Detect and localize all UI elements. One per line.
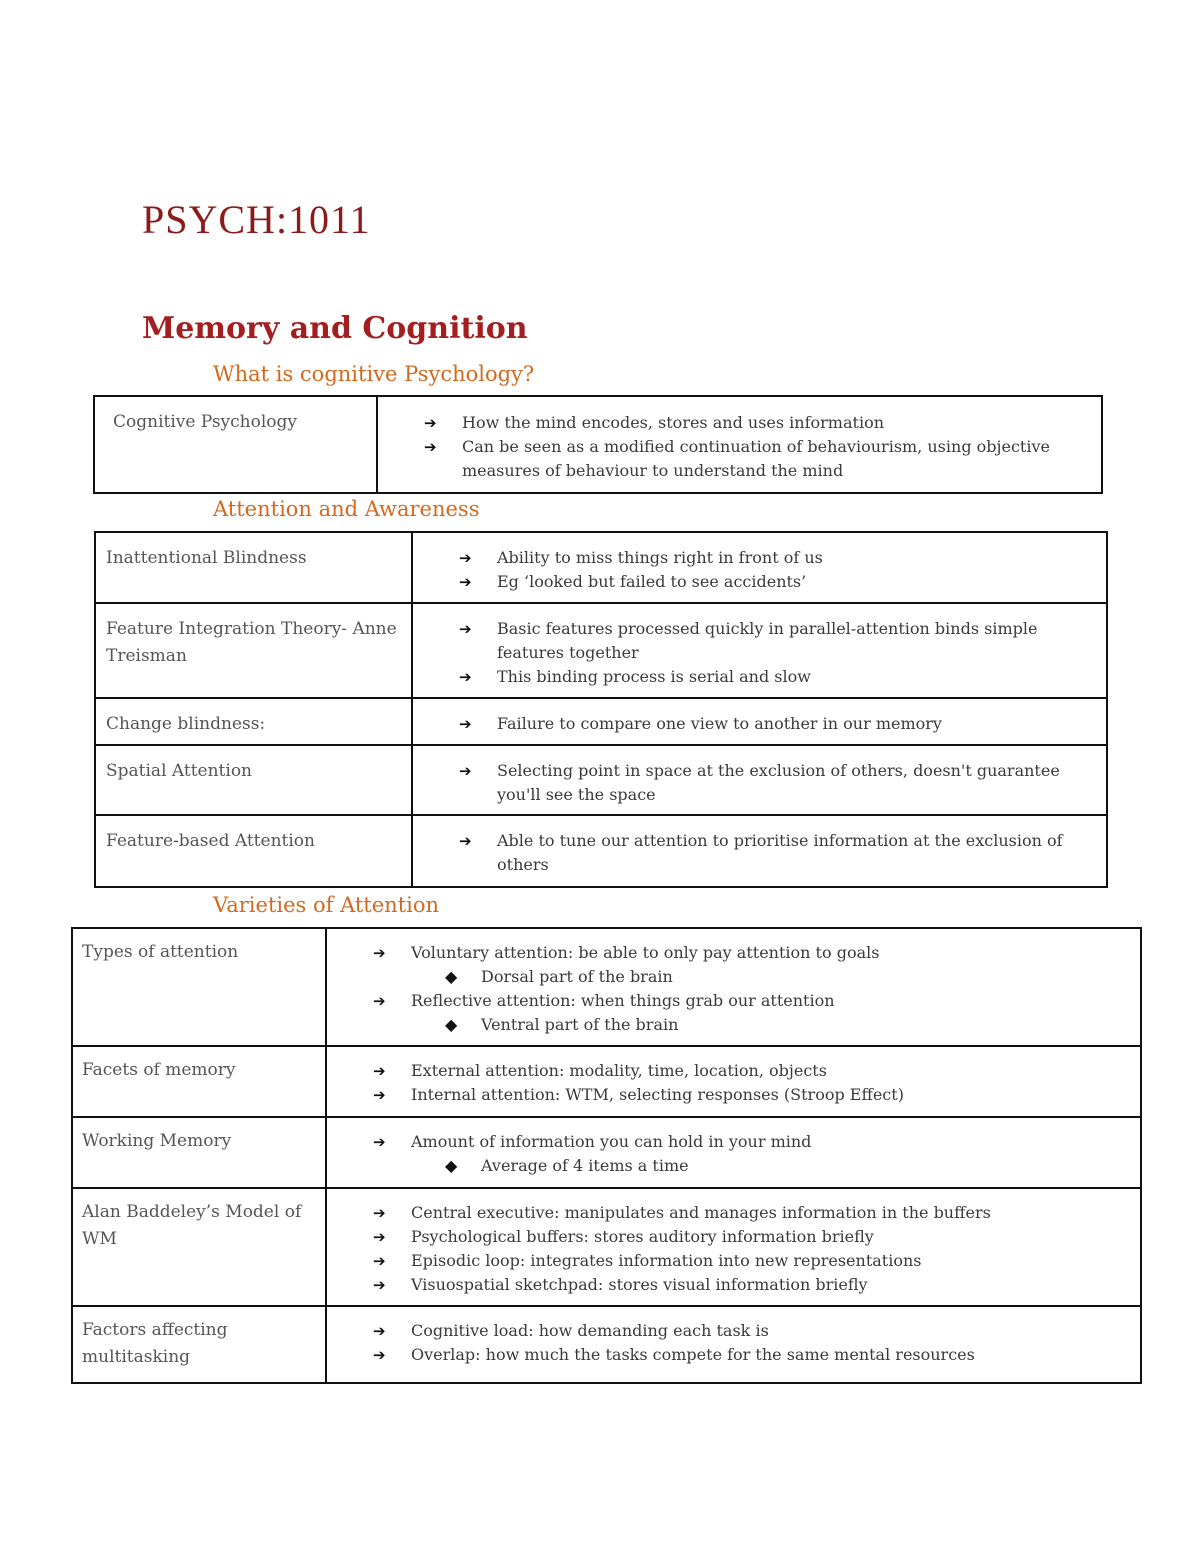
bullet-text: Able to tune our attention to prioritise information at the exclusion of others [497, 831, 1063, 874]
bullet-text: Selecting point in space at the exclusion of others, doesn't guarantee you'll see the space [497, 761, 1060, 804]
bullet-text: Central executive: manipulates and manages information in the buffers [411, 1203, 991, 1222]
sub-bullet-list [411, 1013, 1130, 1037]
points-cell [326, 1306, 1141, 1383]
arrow-bullet-item [373, 941, 1130, 989]
term-cell: Facets of memory [72, 1046, 326, 1117]
points-cell [326, 1117, 1141, 1188]
bullet-text: Overlap: how much the tasks compete for the same mental resources [411, 1345, 975, 1364]
arrow-bullet-item [459, 759, 1096, 807]
term-cell: Alan Baddeley’s Model of WM [72, 1188, 326, 1306]
bullet-text: Cognitive load: how demanding each task is [411, 1321, 769, 1340]
bullet-list [373, 1059, 1130, 1107]
arrow-bullet-item [373, 1249, 1130, 1273]
notes-table [93, 395, 1103, 494]
bullet-text: External attention: modality, time, location, objects [411, 1061, 827, 1080]
arrow-bullet-item [373, 1083, 1130, 1107]
term-cell: Cognitive Psychology [94, 396, 377, 493]
table-row [72, 1117, 1141, 1188]
table-row [72, 1306, 1141, 1383]
bullet-text: Eg ‘looked but failed to see accidents’ [497, 572, 807, 591]
page-title: Memory and Cognition [142, 311, 528, 346]
arrow-bullet-item [373, 1225, 1130, 1249]
bullet-list [459, 712, 1096, 736]
arrow-bullet-item [424, 411, 1091, 435]
table-row [72, 928, 1141, 1046]
bullet-list [373, 1201, 1130, 1297]
section-heading: What is cognitive Psychology? [213, 362, 535, 386]
arrow-bullet-item [459, 712, 1096, 736]
bullet-list [373, 1130, 1130, 1178]
points-cell [412, 815, 1107, 887]
bullet-text: Internal attention: WTM, selecting responses (Stroop Effect) [411, 1085, 904, 1104]
section-heading: Attention and Awareness [213, 497, 480, 521]
term-cell: Change blindness: [95, 698, 412, 745]
points-cell [377, 396, 1102, 493]
bullet-list [424, 411, 1091, 483]
arrow-bullet-item [459, 829, 1096, 877]
table-row [95, 815, 1107, 887]
bullet-text: Episodic loop: integrates information into new representations [411, 1251, 922, 1270]
term-cell: Spatial Attention [95, 745, 412, 815]
bullet-text: Amount of information you can hold in your mind [411, 1132, 812, 1151]
term-cell: Feature Integration Theory- Anne Treisman [95, 603, 412, 698]
diamond-bullet-item: ◆ Average of 4 items a time [445, 1154, 1130, 1178]
arrow-bullet-item [373, 1201, 1130, 1225]
points-cell [412, 532, 1107, 603]
bullet-text: Reflective attention: when things grab our attention [411, 991, 835, 1010]
arrow-bullet-item [373, 1059, 1130, 1083]
diamond-bullet-item: ◆ Dorsal part of the brain [445, 965, 1130, 989]
bullet-text: This binding process is serial and slow [497, 667, 811, 686]
bullet-text: Ability to miss things right in front of us [497, 548, 823, 567]
bullet-list [459, 759, 1096, 807]
notes-table [71, 927, 1142, 1384]
arrow-bullet-item [373, 1343, 1130, 1367]
term-cell: Factors affecting multitasking [72, 1306, 326, 1383]
bullet-text: How the mind encodes, stores and uses information [462, 413, 884, 432]
table-row [95, 603, 1107, 698]
arrow-bullet-item [373, 1273, 1130, 1297]
arrow-bullet-item [459, 617, 1096, 665]
term-cell: Inattentional Blindness [95, 532, 412, 603]
bullet-list [459, 617, 1096, 689]
bullet-list [459, 829, 1096, 877]
bullet-text: Voluntary attention: be able to only pay attention to goals [411, 943, 880, 962]
arrow-bullet-item [459, 570, 1096, 594]
table-row [94, 396, 1102, 493]
points-cell [412, 603, 1107, 698]
sub-bullet-list [411, 1154, 1130, 1178]
bullet-text: Failure to compare one view to another in our memory [497, 714, 942, 733]
term-cell: Types of attention [72, 928, 326, 1046]
bullet-list [373, 941, 1130, 1037]
table-row [72, 1046, 1141, 1117]
table-row [72, 1188, 1141, 1306]
diamond-bullet-item: ◆ Ventral part of the brain [445, 1013, 1130, 1037]
bullet-list [373, 1319, 1130, 1367]
bullet-text: Basic features processed quickly in parallel-attention binds simple features together [497, 619, 1038, 662]
term-cell: Feature-based Attention [95, 815, 412, 887]
points-cell [326, 1046, 1141, 1117]
arrow-bullet-item [373, 1319, 1130, 1343]
points-cell [412, 698, 1107, 745]
bullet-text: Psychological buffers: stores auditory information briefly [411, 1227, 874, 1246]
points-cell [326, 928, 1141, 1046]
section-heading: Varieties of Attention [213, 893, 440, 917]
table-row [95, 532, 1107, 603]
table-row [95, 745, 1107, 815]
points-cell [326, 1188, 1141, 1306]
bullet-list [459, 546, 1096, 594]
sub-bullet-list [411, 965, 1130, 989]
arrow-bullet-item [459, 546, 1096, 570]
table-row [95, 698, 1107, 745]
notes-table [94, 531, 1108, 888]
bullet-text: Visuospatial sketchpad: stores visual information briefly [411, 1275, 868, 1294]
arrow-bullet-item [373, 989, 1130, 1037]
arrow-bullet-item [424, 435, 1091, 483]
points-cell [412, 745, 1107, 815]
term-cell: Working Memory [72, 1117, 326, 1188]
arrow-bullet-item [459, 665, 1096, 689]
bullet-text: Can be seen as a modified continuation of behaviourism, using objective measures of behaviour to understand the mind [462, 437, 1050, 480]
course-code: PSYCH:1011 [142, 197, 371, 242]
arrow-bullet-item [373, 1130, 1130, 1178]
